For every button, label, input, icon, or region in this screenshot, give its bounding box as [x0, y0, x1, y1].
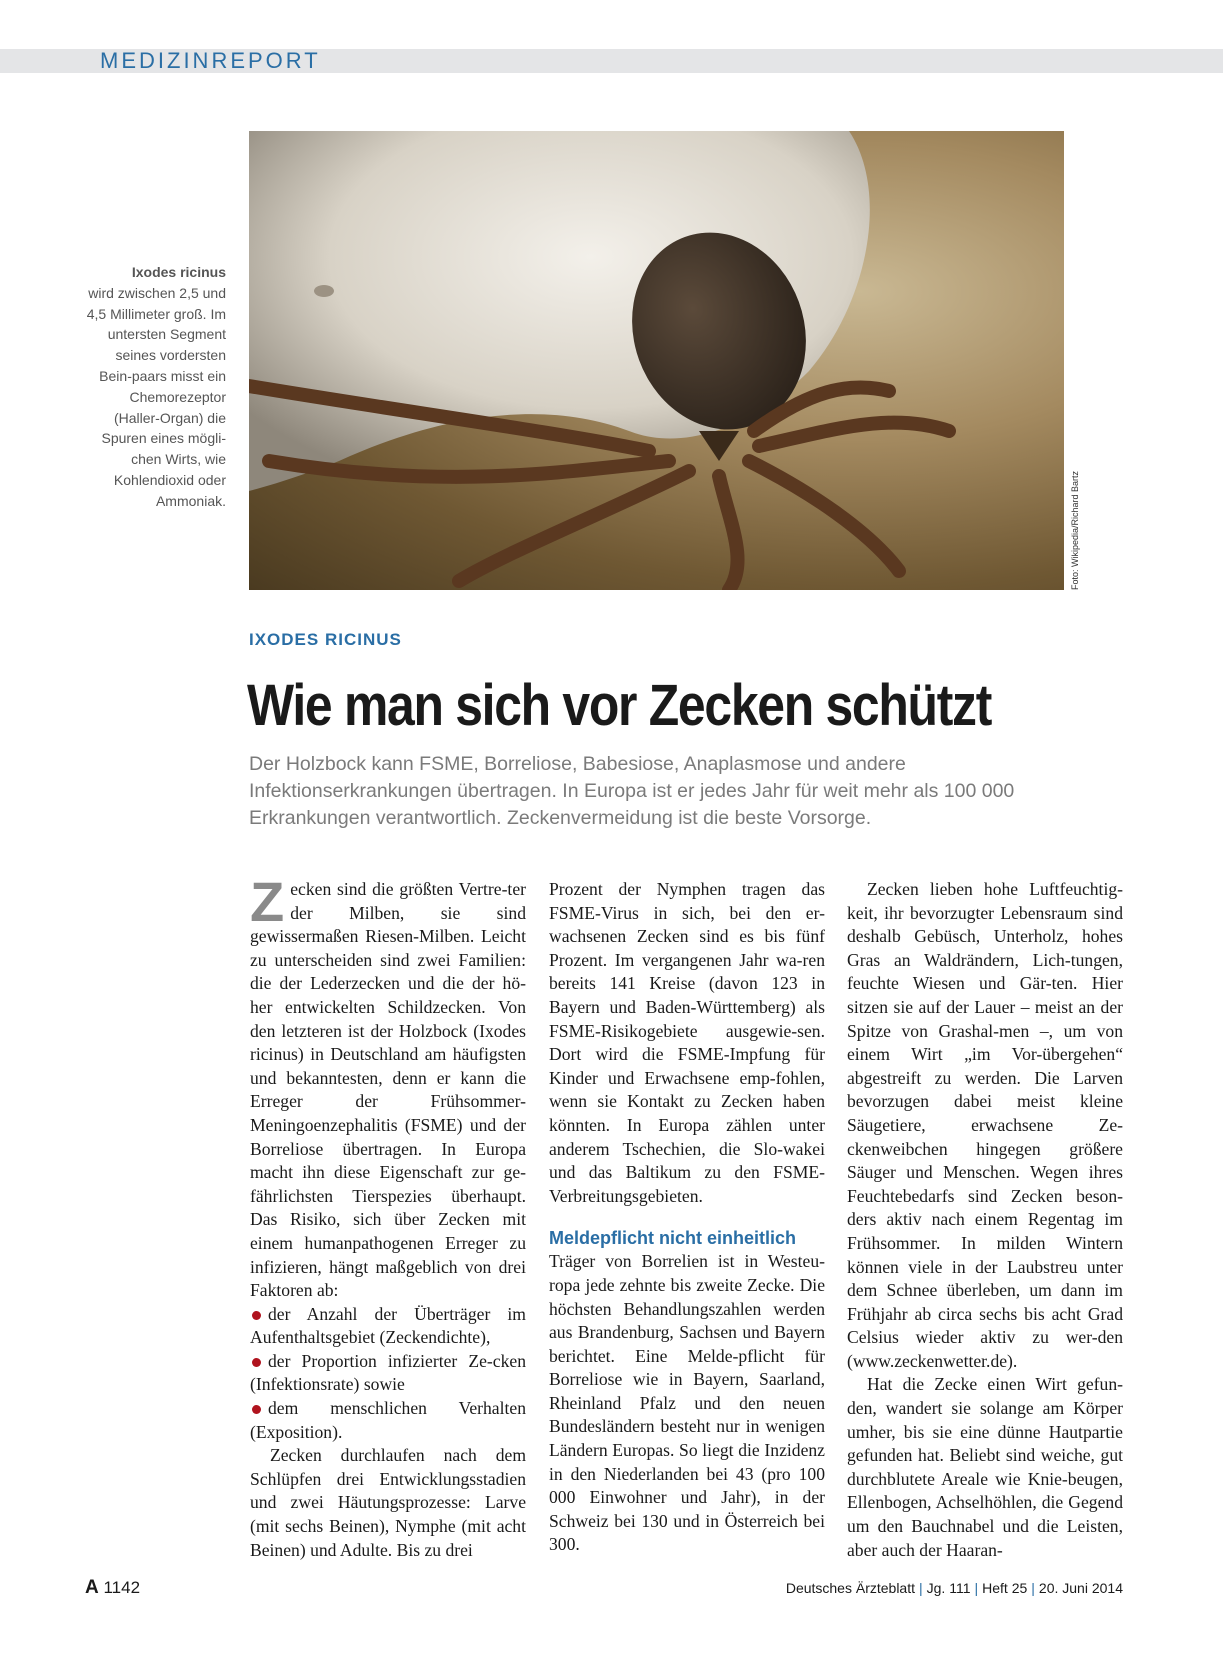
separator: |	[1031, 1580, 1035, 1596]
footer-citation	[786, 1580, 1123, 1596]
bullet-icon	[252, 1405, 261, 1414]
drop-cap: Z	[250, 870, 285, 933]
volume: Jg. 111	[926, 1580, 971, 1596]
section-label: MEDIZINREPORT	[100, 48, 321, 73]
text-column-2	[549, 878, 825, 1557]
article-kicker: IXODES RICINUS	[249, 630, 402, 649]
caption-title: Ixodes ricinus	[131, 264, 226, 280]
issue-date: 20. Juni 2014	[1038, 1580, 1123, 1596]
issue: Heft 25	[982, 1580, 1028, 1596]
caption-text: wird zwischen 2,5 und 4,5 Millimeter groß. Im untersten Segment seines vordersten Bein-paars misst ein Chemorezeptor (Haller-Organ) die Spuren eines mögli-chen Wirts, wie Kohlendioxid oder Ammoniak.	[86, 284, 226, 509]
bullet-item: der Proportion infizierter Ze-cken (Infektionsrate) sowie	[250, 1350, 526, 1395]
bullet-item: der Anzahl der Überträger im Aufenthaltsgebiet (Zeckendichte),	[250, 1303, 526, 1348]
article-lead: Der Holzbock kann FSME, Borreliose, Babesiose, Anaplasmose und andere Infektionserkrankungen übertragen. In Europa ist er jedes Jahr für weit mehr als 100 000 Erkrankungen verantwortlich. Zeckenvermeidung ist die beste Vorsorge.	[249, 753, 1015, 829]
paragraph: Zecken lieben hohe Luftfeuchtig-keit, ihr bevorzugter Lebensraum sind deshalb Gebüsch, Unterholz, hohes Gras an Waldrändern, Lich-tungen, feuchte Wiesen und Gär-ten. Hier sitzen sie auf der Lauer – meist an der Spitze von Grashal-men –, um von einem Wirt „im Vor-übergehen“ abgestreift zu werden. Die Larven bevorzugen dabei meist kleine Säugetiere, erwachsene Ze-ckenweibchen hingegen größere Säuger und Menschen. Wegen ihres Feuchtebedarfs sind Zecken beson-ders aktiv nach einem Regentag im Frühsommer. In milden Wintern können viele in der Laubstreu unter dem Schnee überleben, um dann im Frühjahr ab circa sechs bis acht Grad Celsius wieder aktiv zu wer-den (www.zeckenwetter.de).	[847, 879, 1123, 1371]
separator: |	[974, 1580, 979, 1596]
photo-credit: Foto: Wikipedia/Richard Bartz	[1070, 470, 1080, 590]
tick-illustration	[249, 131, 1064, 590]
bullet-icon	[252, 1311, 261, 1320]
bullet-item: dem menschlichen Verhalten (Exposition).	[250, 1398, 526, 1442]
article-headline: Wie man sich vor Zecken schützt	[247, 673, 992, 738]
paragraph: Zecken durchlaufen nach dem Schlüpfen drei Entwicklungsstadien und zwei Häutungsprozesse: Larve (mit sechs Beinen), Nymphe (mit acht Beinen) und Adulte. Bis zu drei	[250, 1445, 526, 1560]
paragraph: Hat die Zecke einen Wirt gefun-den, wandert sie solange am Körper umher, bis sie eine dünne Hautpartie gefunden hat. Beliebt sind weiche, gut durchblutete Areale wie Knie-beugen, Ellenbogen, Achselhöhlen, die Gegend um den Bauchnabel und die Leisten, aber auch der Haaran-	[847, 1374, 1123, 1560]
tick-photo	[249, 131, 1064, 590]
paragraph: ecken sind die größten Vertre-ter der Milben, sie sind gewissermaßen Riesen-Milben. Leicht zu unterscheiden sind zwei Familien: die der Lederzecken und die der hö-her entwickelten Schildzecken. Von den letzteren ist der Holzbock (Ixodes ricinus) in Deutschland am häufigsten und bekanntesten, denn er kann die Erreger der Frühsommer-Meningoenzephalitis (FSME) und der Borreliose übertragen. In Europa macht ihn diese Eigenschaft zur ge-fährlichsten Tierspezies überhaupt. Das Risiko, sich über Zecken mit einem humanpathogenen Erreger zu infizieren, hängt maßgeblich von drei Faktoren ab:	[250, 879, 526, 1301]
text-column-3	[847, 878, 1123, 1562]
page-number: A 1142	[85, 1577, 141, 1598]
subheading: Meldepflicht nicht einheitlich	[549, 1228, 797, 1249]
photo-caption	[85, 262, 226, 512]
bullet-icon	[252, 1358, 261, 1367]
paragraph: Prozent der Nymphen tragen das FSME-Virus in sich, bei den er-wachsenen Zecken sind es bis fünf Prozent. Im vergangenen Jahr wa-ren bereits 141 Kreise (davon 123 in Bayern und Baden-Württemberg) als FSME-Risikogebiete ausgewie-sen. Dort wird die FSME-Impfung für Kinder und Erwachsene emp-fohlen, wenn sie Kontakt zu Zecken haben könnten. In Europa zählen unter anderem Tschechien, die Slo-wakei und das Baltikum zu den FSME-Verbreitungsgebieten.	[549, 879, 825, 1206]
text-column-1	[250, 870, 526, 1562]
separator: |	[919, 1580, 923, 1596]
journal-name: Deutsches Ärzteblatt	[785, 1580, 915, 1596]
paragraph: Träger von Borrelien ist in Westeu-ropa jede zehnte bis zweite Zecke. Die höchsten Behandlungszahlen werden aus Brandenburg, Sachsen und Bayern berichtet. Eine Melde-pflicht für Borreliose wie in Bayern, Saarland, Rheinland Pfalz und den neuen Bundesländern besteht nur in wenigen Ländern Europas. So liegt die Inzidenz in den Niederlanden bei 43 (pro 100 000 Einwohner und Jahr), in der Schweiz bei 130 und in Österreich bei 300.	[549, 1251, 825, 1555]
